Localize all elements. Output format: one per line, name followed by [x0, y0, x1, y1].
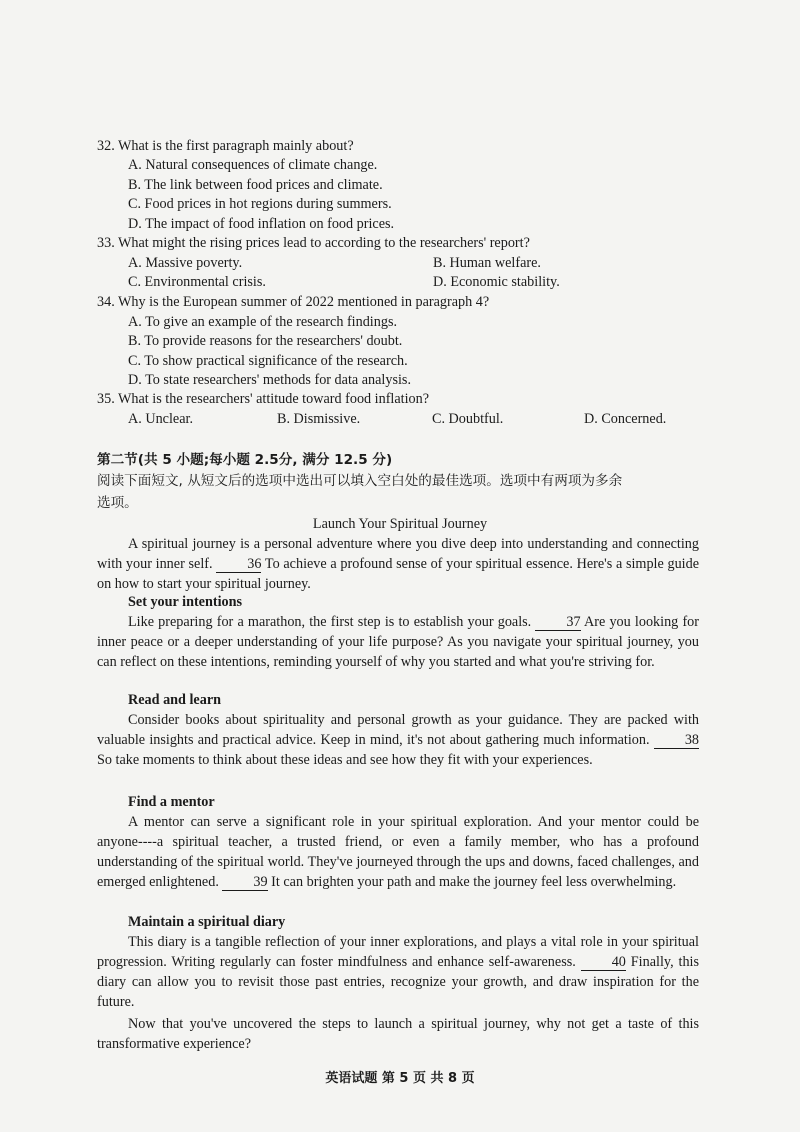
question-34-option-a: A. To give an example of the research findings.: [128, 314, 398, 330]
question-35-option-a: A. Unclear.: [128, 411, 193, 427]
blank-38: 38: [654, 733, 699, 749]
question-33-option-c: C. Environmental crisis.: [128, 274, 266, 290]
paragraph-closing: Now that you've uncovered the steps to launch a spiritual journey, why not get a taste of this transformative experience?: [97, 1016, 699, 1052]
page-footer: 英语试题 第 5 页 共 8 页: [325, 1071, 475, 1086]
question-34-option-c: C. To show practical significance of the research.: [128, 353, 408, 369]
question-35-option-c: C. Doubtful.: [432, 411, 504, 427]
p2-text-before: Consider books about spirituality and personal growth as your guidance. They are packed with valuable insights and practical advice. Keep in mind, it's not about gathering much information.: [97, 712, 699, 748]
p4-text-before: This diary is a tangible reflection of your inner explorations, and plays a vital role in your spiritual progression. Writing regularly can foster mindfulness and enhance self-awareness.: [97, 934, 699, 970]
p4-text-after: Finally, this diary can allow you to revisit those past entries, recognize your growth, and draw inspiration for the future.: [97, 954, 700, 1010]
heading-find-a-mentor: Find a mentor: [128, 794, 215, 810]
question-35-option-b: B. Dismissive.: [277, 411, 361, 427]
section-2-heading: 第二节(共 5 小题;每小题 2.5分, 满分 12.5 分): [97, 452, 393, 468]
passage-intro: [97, 534, 699, 594]
question-34-option-d: D. To state researchers' methods for data analysis.: [128, 372, 411, 388]
question-32-option-a: A. Natural consequences of climate change.: [128, 157, 378, 173]
passage-title: Launch Your Spiritual Journey: [312, 516, 488, 532]
intro-text-after: To achieve a profound sense of your spiritual essence. Here's a simple guide on how to start your spiritual journey.: [97, 556, 700, 592]
blank-40: 40: [581, 955, 626, 971]
p1-text-after: Are you looking for inner peace or a deeper understanding of your life purpose? As you navigate your spiritual journey, you can reflect on these intentions, reminding yourself of why you started and what you're striving for.: [97, 614, 699, 670]
p1-text-before: Like preparing for a marathon, the first step is to establish your goals.: [128, 614, 532, 630]
question-32-option-b: B. The link between food prices and climate.: [128, 177, 383, 193]
question-32-option-c: C. Food prices in hot regions during summers.: [128, 196, 392, 212]
question-33-option-b: B. Human welfare.: [433, 255, 541, 271]
paragraph-find-a-mentor: [97, 812, 699, 892]
paragraph-spiritual-diary: [97, 932, 699, 1012]
paragraph-intentions: [97, 612, 699, 672]
p2-text-after: So take moments to think about these ideas and see how they fit with your experiences.: [97, 752, 593, 768]
question-34-option-b: B. To provide reasons for the researchers' doubt.: [128, 333, 403, 349]
question-32-option-d: D. The impact of food inflation on food prices.: [128, 216, 395, 232]
intro-text-before: A spiritual journey is a personal adventure where you dive deep into understanding and connecting with your inner self.: [97, 536, 699, 572]
heading-maintain-a-spiritual-diary: Maintain a spiritual diary: [128, 914, 286, 930]
heading-set-your-intentions: Set your intentions: [128, 594, 243, 610]
question-33-option-d: D. Economic stability.: [433, 274, 560, 290]
blank-39: 39: [222, 875, 267, 891]
question-33-option-a: A. Massive poverty.: [128, 255, 243, 271]
question-32-stem: 32. What is the first paragraph mainly about?: [97, 138, 354, 154]
question-35-option-d: D. Concerned.: [584, 411, 667, 427]
p3-text-before: A mentor can serve a significant role in your spiritual exploration. And your mentor could be anyone----a spiritual teacher, a trusted friend, or even a family member, who has a profound understanding of the spiritual world. They've journeyed through the ups and downs, faced challenges, and emerged enlightened.: [97, 814, 699, 890]
section-2-instruction-line2: 选项。: [97, 495, 138, 511]
question-34-stem: 34. Why is the European summer of 2022 mentioned in paragraph 4?: [97, 294, 490, 310]
blank-36: 36: [216, 557, 261, 573]
heading-read-and-learn: Read and learn: [128, 692, 222, 708]
question-35-stem: 35. What is the researchers' attitude toward food inflation?: [97, 391, 430, 407]
question-33-stem: 33. What might the rising prices lead to according to the researchers' report?: [97, 235, 530, 251]
section-2-instruction-line1: 阅读下面短文, 从短文后的选项中选出可以填入空白处的最佳选项。选项中有两项为多余: [97, 473, 623, 489]
p3-text-after: It can brighten your path and make the journey feel less overwhelming.: [271, 874, 677, 890]
paragraph-read-and-learn: [97, 710, 699, 770]
blank-37: 37: [535, 615, 580, 631]
